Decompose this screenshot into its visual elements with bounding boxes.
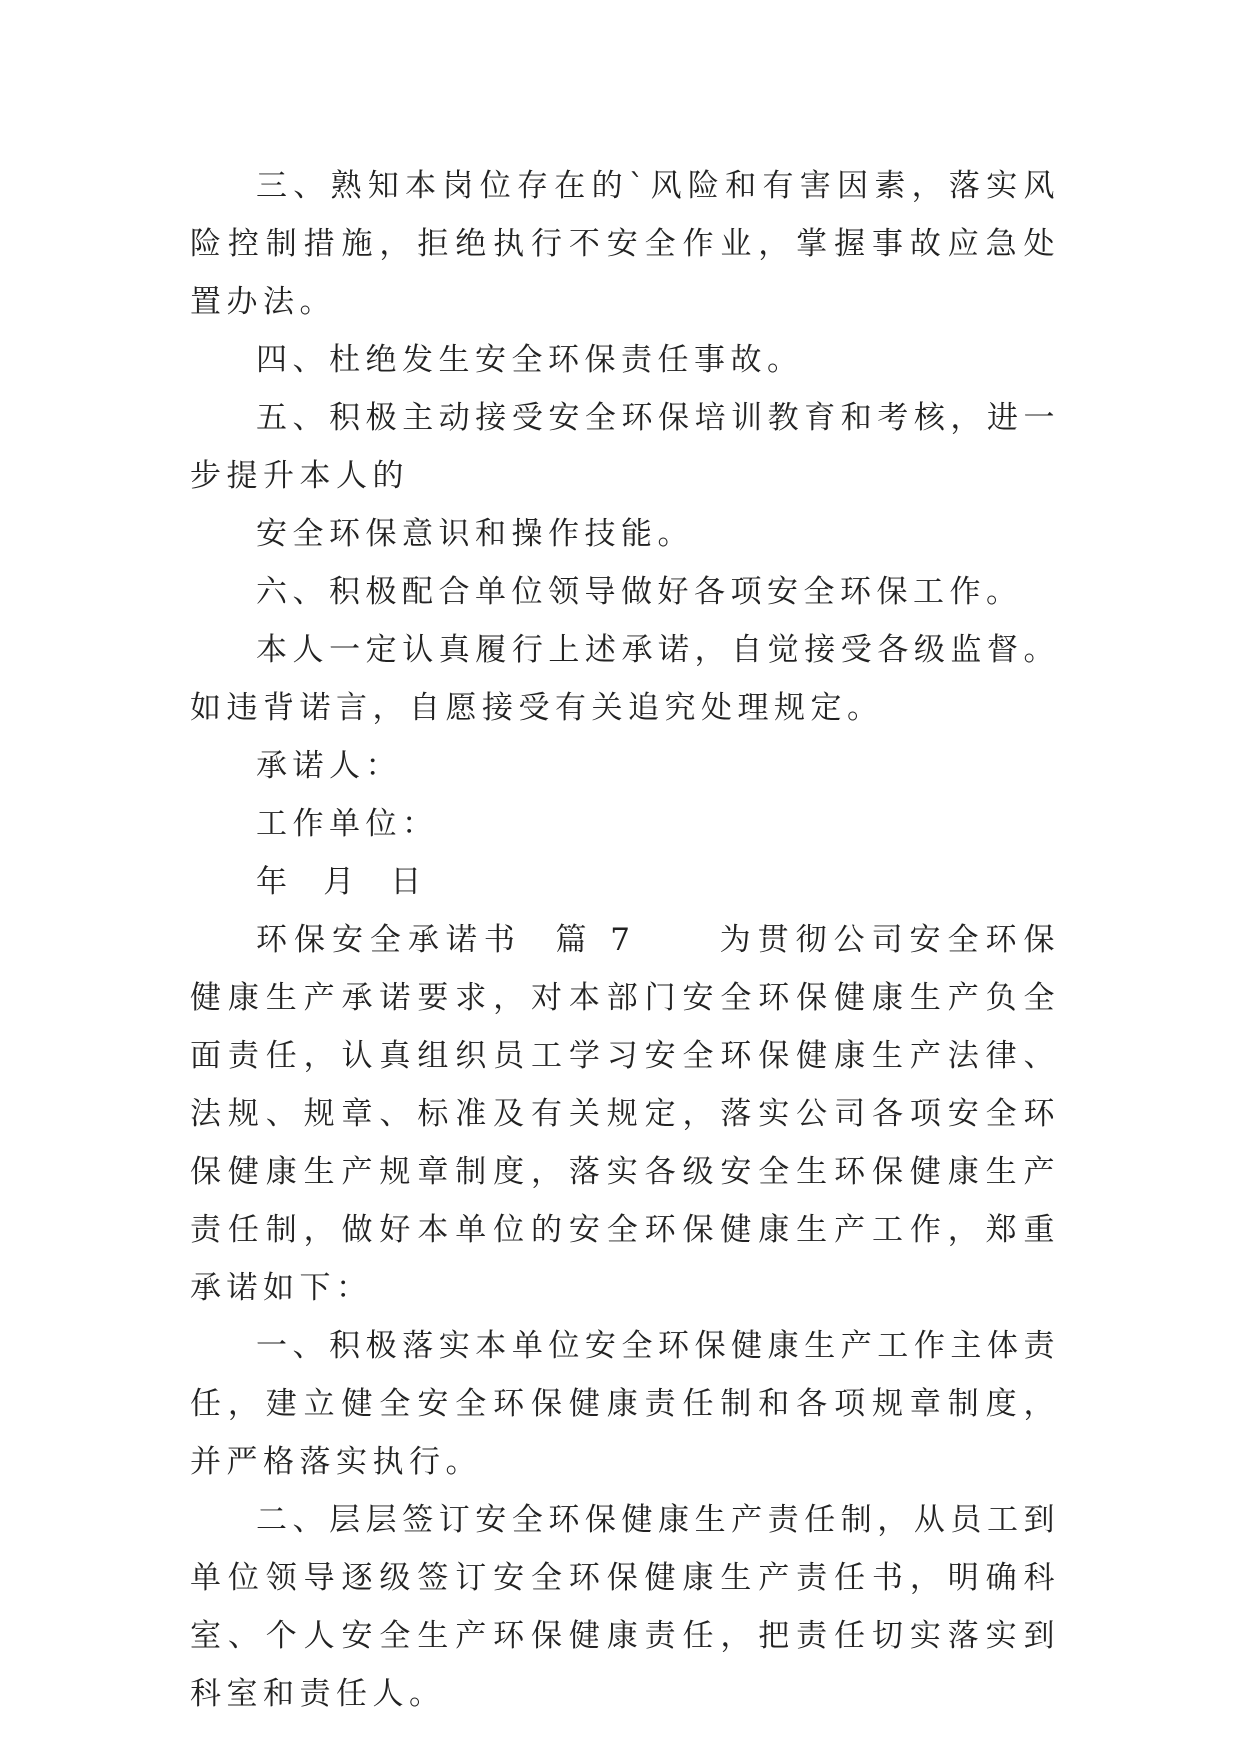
- paragraph-item-6: 六、积极配合单位领导做好各项安全环保工作。: [256, 574, 1023, 610]
- paragraph-commitment: 本人一定认真履行上述承诺，自觉接受各级监督。如违背诺言，自愿接受有关追究处理规定。: [190, 632, 1060, 726]
- paragraph-section-7-intro: 环保安全承诺书 篇 7 为贯彻公司安全环保健康生产承诺要求，对本部门安全环保健康生产负全面责任，认真组织员工学习安全环保健康生产法律、法规、规章、标准及有关规定，落实公司各项安全环保健康生产规章制度，落实各级安全生环保健康生产责任制，做好本单位的安全环保健康生产工作，郑重承诺如下：: [190, 922, 1060, 1306]
- paragraph-item-4: 四、杜绝发生安全环保责任事故。: [256, 342, 804, 378]
- signature-line-unit: 工作单位：: [256, 806, 439, 842]
- document-body: [190, 157, 1060, 1723]
- signature-line-promisor: 承诺人：: [256, 748, 402, 784]
- signature-line-date: 年 月 日: [256, 864, 427, 900]
- paragraph-section-7-item-1: 一、积极落实本单位安全环保健康生产工作主体责任，建立健全安全环保健康责任制和各项规章制度，并严格落实执行。: [190, 1328, 1060, 1480]
- paragraph-item-3: 三、熟知本岗位存在的`风险和有害因素，落实风险控制措施，拒绝执行不安全作业，掌握事故应急处置办法。: [190, 168, 1060, 320]
- paragraph-item-5: 五、积极主动接受安全环保培训教育和考核，进一步提升本人的: [190, 400, 1060, 494]
- paragraph-item-5-continued: 安全环保意识和操作技能。: [256, 516, 694, 552]
- paragraph-section-7-item-2: 二、层层签订安全环保健康生产责任制，从员工到单位领导逐级签订安全环保健康生产责任书，明确科室、个人安全生产环保健康责任，把责任切实落实到科室和责任人。: [190, 1502, 1060, 1712]
